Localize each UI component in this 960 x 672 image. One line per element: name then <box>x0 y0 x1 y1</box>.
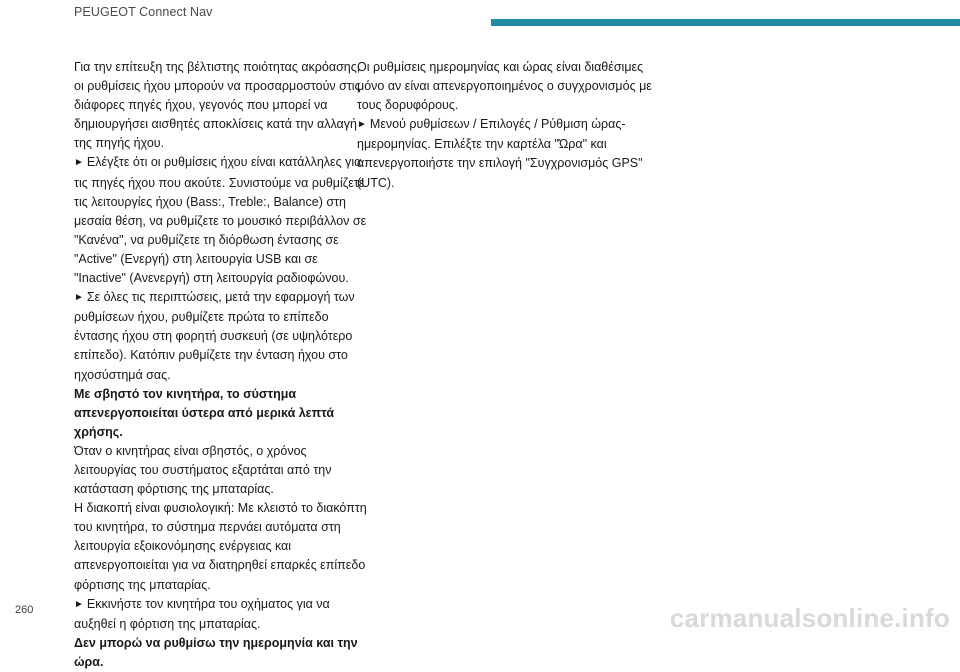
right-arrow-icon: ► <box>74 292 84 304</box>
bullet-paragraph: ► Σε όλες τις περιπτώσεις, μετά την εφαρμογή των ρυθμίσεων ήχου, ρυθμίζετε πρώτα το επίπεδο έντασης ήχου στη φορητή συσκευή (σε υψηλότερο επίπεδο). Κατόπιν ρυθμίζετε την ένταση ήχου στο ηχοσύστημά σας. <box>74 290 355 382</box>
right-arrow-icon: ► <box>357 119 367 131</box>
paragraph: Η διακοπή είναι φυσιολογική: Με κλειστό το διακόπτη του κινητήρα, το σύστημα περνάει αυτόματα στη λειτουργία εξοικονόμησης ενέργειας και απενεργοποιείται για να διατηρηθεί επαρκές επίπεδο φόρτισης της μπαταρίας. <box>74 501 367 592</box>
paragraph: Οι ρυθμίσεις ημερομηνίας και ώρας είναι διαθέσιμες μόνο αν είναι απενεργοποιημένος ο συγχρονισμός με τους δορυφόρους. <box>357 60 652 113</box>
bullet-paragraph: ► Ελέγξτε ότι οι ρυθμίσεις ήχου είναι κατάλληλες για τις πηγές ήχου που ακούτε. Συνιστούμε να ρυθμίζετε τις λειτουργίες ήχου (Bass:, Treble:, Balance) στη μεσαία θέση, να ρυθμίζετε το μουσικό περιβάλλον σε "Κανένα", να ρυθμίζετε τη διόρθωση έντασης σε "Active" (Ενεργή) στη λειτουργία USB και σε "Inactive" (Ανενεργή) στη λειτουργία ραδιοφώνου. <box>74 155 367 286</box>
right-arrow-icon: ► <box>74 157 84 169</box>
paragraph: Όταν ο κινητήρας είναι σβηστός, ο χρόνος λειτουργίας του συστήματος εξαρτάται από την κατάσταση φόρτισης της μπαταρίας. <box>74 443 332 497</box>
page-number: 260 <box>15 604 34 616</box>
section-heading: Δεν μπορώ να ρυθμίσω την ημερομηνία και την ώρα. <box>74 635 358 669</box>
header-accent-bar <box>491 19 960 26</box>
right-arrow-icon: ► <box>74 598 84 610</box>
watermark: carmanualsonline.info <box>669 603 950 633</box>
left-column <box>74 58 370 672</box>
right-column <box>357 58 657 193</box>
paragraph: Για την επίτευξη της βέλτιστης ποιότητας ακρόασης, οι ρυθμίσεις ήχου μπορούν να προσαρμοστούν στις διάφορες πηγές ήχου, γεγονός που μπορεί να δημιουργήσει αισθητές αποκλίσεις κατά την αλλαγή της πηγής ήχου. <box>74 60 361 151</box>
section-heading: Με σβηστό τον κινητήρα, το σύστημα απενεργοποιείται ύστερα από μερικά λεπτά χρήσης. <box>74 386 335 439</box>
bullet-paragraph: ► Μενού ρυθμίσεων / Επιλογές / Ρύθμιση ώρας-ημερομηνίας. Επιλέξτε την καρτέλα "Ώρα" και απενεργοποιήστε την επιλογή "Συγχρονισμός GPS" (UTC). <box>357 117 643 190</box>
page-header-title: PEUGEOT Connect Nav <box>74 5 213 19</box>
bullet-paragraph: ► Εκκινήστε τον κινητήρα του οχήματος για να αυξηθεί η φόρτιση της μπαταρίας. <box>74 596 330 631</box>
